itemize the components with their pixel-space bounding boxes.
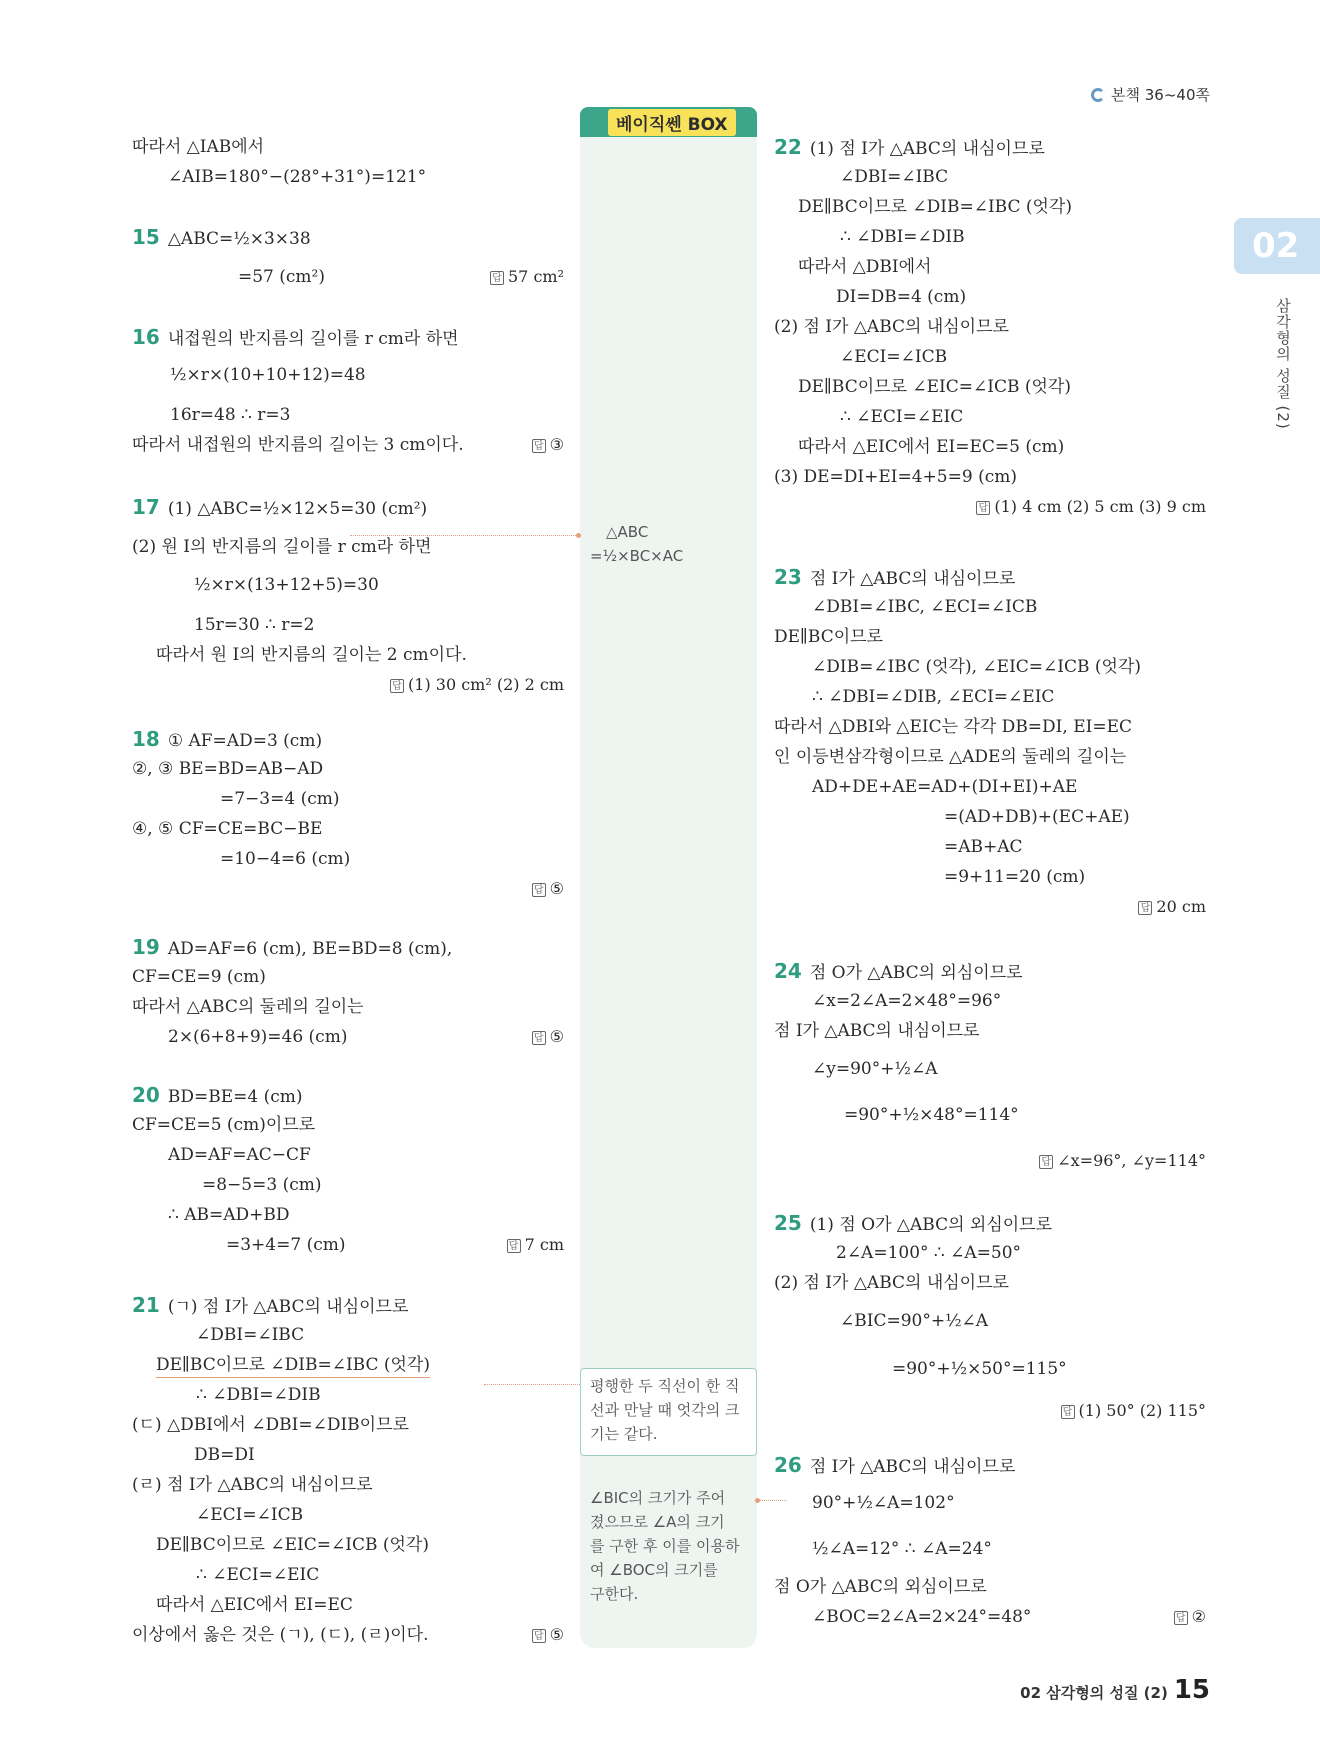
answer (532, 1026, 564, 1048)
footer-chapter-title: 02 삼각형의 성질 (2) (1020, 1684, 1168, 1702)
solution-line (774, 316, 1009, 338)
solution-line (798, 376, 1071, 398)
solution-line (220, 848, 350, 870)
solution-line (132, 758, 323, 780)
solution-line (132, 818, 322, 840)
solution-line (774, 1272, 1009, 1294)
solution-text: 2×(6+8+9)=46 (cm) (168, 1027, 348, 1047)
answer-icon: 답 (1138, 901, 1152, 915)
solution-line (840, 226, 965, 248)
solution-text: CF=CE=5 (cm)이므로 (132, 1115, 316, 1135)
solution-text: 2∠A=100° ∴ ∠A=50° (836, 1243, 1022, 1263)
answer-icon: 답 (1039, 1155, 1053, 1169)
answer-text: ⑤ (549, 1027, 564, 1046)
solution-text: 이상에서 옳은 것은 (ㄱ), (ㄷ), (ㄹ)이다. (132, 1625, 429, 1645)
answer (507, 1234, 564, 1256)
box-note-line: △ABC (606, 523, 649, 541)
basic-box-header (580, 107, 757, 137)
problem-number: 17 (132, 495, 160, 519)
solution-line (132, 1474, 373, 1496)
solution-text: ½×r×(10+10+12)=48 (170, 365, 366, 385)
problem-26-start (774, 1454, 1015, 1478)
problem-number: 20 (132, 1083, 160, 1107)
chapter-vertical-title: 삼각형의 성질 (2) (1274, 298, 1292, 430)
problem-number: 16 (132, 325, 160, 349)
solution-text: 따라서 △ABC의 둘레의 길이는 (132, 997, 364, 1017)
solution-text: ∠x=2∠A=2×48°=96° (812, 991, 1002, 1011)
answer-text: 7 cm (524, 1235, 564, 1254)
solution-text: ∴ ∠DBI=∠DIB, ∠ECI=∠EIC (812, 687, 1055, 707)
solution-text: ∴ ∠DBI=∠DIB (840, 227, 965, 247)
solution-text: =AB+AC (944, 837, 1023, 857)
solution-text: AD=AF=AC−CF (168, 1145, 311, 1165)
solution-text: =3+4=7 (cm) (226, 1235, 346, 1255)
problem-22-start (774, 136, 1045, 160)
solution-text: 점 I가 △ABC의 내심이므로 (774, 1021, 980, 1041)
answer (1061, 1400, 1206, 1422)
solution-text: ∠BOC=2∠A=2×24°=48° (812, 1607, 1032, 1627)
solution-line (168, 1204, 290, 1226)
solution-text: =10−4=6 (cm) (220, 849, 351, 869)
solution-text: ∠y=90°+½∠A (812, 1059, 938, 1079)
solution-line (132, 966, 266, 988)
solution-text: (ㄷ) △DBI에서 ∠DBI=∠DIB이므로 (132, 1415, 409, 1435)
solution-line (944, 806, 1130, 828)
solution-text: DE∥BC이므로 (774, 627, 883, 647)
solution-line (836, 1242, 1021, 1264)
solution-line (132, 536, 431, 558)
solution-text: 점 I가 △ABC의 내심이므로 (809, 1457, 1016, 1477)
solution-text: ∴ ∠ECI=∠EIC (840, 407, 964, 427)
problem-number: 26 (774, 1453, 802, 1477)
problem-16-start (132, 326, 459, 350)
solution-line (944, 866, 1085, 888)
answer-text: ② (1191, 1607, 1206, 1626)
solution-line (194, 574, 379, 596)
solution-text: ∠DBI=∠IBC (196, 1325, 305, 1345)
solution-text: 점 I가 △ABC의 내심이므로 (809, 569, 1016, 589)
solution-text: DE∥BC이므로 ∠DIB=∠IBC (엇각) (798, 197, 1072, 217)
solution-line (774, 716, 1132, 738)
box-note-line: 기는 같다. (590, 1425, 658, 1443)
answer (532, 1624, 564, 1646)
solution-text: ∴ AB=AD+BD (168, 1205, 290, 1225)
solution-line (132, 1414, 409, 1436)
answer (1174, 1606, 1206, 1628)
solution-text: (1) 점 I가 △ABC의 내심이므로 (809, 139, 1045, 159)
answer (532, 878, 564, 900)
solution-line (168, 1026, 347, 1048)
solution-line (798, 256, 931, 278)
solution-line (196, 1564, 319, 1586)
solution-text: 따라서 내접원의 반지름의 길이는 3 cm이다. (132, 435, 464, 455)
solution-text: (2) 점 I가 △ABC의 내심이므로 (774, 317, 1009, 337)
solution-line (238, 266, 325, 288)
answer-icon: 답 (532, 439, 546, 453)
answer-icon: 답 (1061, 1405, 1075, 1419)
solution-line (840, 166, 948, 188)
solution-text: BD=BE=4 (cm) (167, 1087, 303, 1107)
solution-text: 15r=30 ∴ r=2 (194, 615, 315, 635)
answer-text: 20 cm (1156, 897, 1206, 916)
solution-text: DE∥BC이므로 ∠EIC=∠ICB (엇각) (156, 1535, 429, 1555)
solution-text: △ABC=½×3×38 (167, 229, 311, 249)
solution-text: ½∠A=12° ∴ ∠A=24° (812, 1539, 992, 1559)
solution-text: 따라서 △DBI와 △EIC는 각각 DB=DI, EI=EC (774, 717, 1132, 737)
answer-text: ⑤ (549, 1625, 564, 1644)
problem-number: 19 (132, 935, 160, 959)
solution-line (170, 364, 366, 386)
solution-text: =57 (cm²) (238, 267, 326, 287)
solution-line (156, 644, 467, 666)
problem-number: 21 (132, 1293, 160, 1317)
solution-line (196, 1324, 304, 1346)
answer-icon: 답 (507, 1239, 521, 1253)
solution-text: ∠ECI=∠ICB (196, 1505, 304, 1525)
solution-line (844, 1104, 1019, 1126)
solution-line (840, 1310, 988, 1332)
box-note-line: =½×BC×AC (590, 547, 684, 565)
solution-text: ∠DBI=∠IBC, ∠ECI=∠ICB (812, 597, 1038, 617)
solution-line (812, 1538, 992, 1560)
solution-text: DB=DI (194, 1445, 255, 1465)
solution-line (774, 626, 883, 648)
leader-line (484, 1384, 580, 1385)
solution-text: ∠ECI=∠ICB (840, 347, 948, 367)
solution-line (168, 166, 426, 188)
solution-line (812, 656, 1141, 678)
box-note-line: 평행한 두 직선이 한 직 (590, 1377, 740, 1395)
solution-text: (2) 원 I의 반지름의 길이를 r cm라 하면 (132, 537, 432, 557)
problem-number: 23 (774, 565, 802, 589)
solution-text: 90°+½∠A=102° (812, 1493, 955, 1513)
answer (1138, 896, 1206, 918)
solution-line (156, 1534, 429, 1556)
problem-21-start (132, 1294, 408, 1318)
solution-line (812, 1606, 1031, 1628)
chapter-tab (1234, 218, 1320, 274)
answer-text: (1) 50° (2) 115° (1078, 1401, 1206, 1420)
solution-text: 따라서 △IAB에서 (132, 137, 265, 157)
solution-line (774, 746, 1126, 768)
solution-text: DI=DB=4 (cm) (836, 287, 967, 307)
answer-text: (1) 30 cm² (2) 2 cm (408, 675, 564, 694)
box-note-line: 여 ∠BOC의 크기를 (590, 1561, 718, 1579)
solution-line (226, 1234, 346, 1256)
problem-number: 25 (774, 1211, 802, 1235)
solution-text: ②, ③ BE=BD=AB−AD (132, 759, 324, 779)
problem-19-start (132, 936, 452, 960)
solution-text: ∴ ∠ECI=∠EIC (196, 1565, 320, 1585)
solution-text: =(AD+DB)+(EC+AE) (944, 807, 1130, 827)
solution-text: ④, ⑤ CF=CE=BC−BE (132, 819, 323, 839)
solution-text: (ㄹ) 점 I가 △ABC의 내심이므로 (132, 1475, 373, 1495)
leader-dot (576, 533, 581, 538)
solution-text: DE∥BC이므로 ∠EIC=∠ICB (엇각) (798, 377, 1071, 397)
solution-line (194, 614, 314, 636)
problem-24-start (774, 960, 1023, 984)
solution-line (196, 1504, 303, 1526)
solution-line (202, 1174, 322, 1196)
solution-text: 따라서 △EIC에서 EI=EC=5 (cm) (798, 437, 1065, 457)
solution-line (812, 596, 1037, 618)
solution-text: 점 O가 △ABC의 외심이므로 (774, 1577, 987, 1597)
solution-text: =7−3=4 (cm) (220, 789, 340, 809)
solution-text: ∴ ∠DBI=∠DIB (196, 1385, 321, 1405)
solution-line (812, 776, 1077, 798)
problem-18-start (132, 728, 322, 752)
solution-text: =90°+½×48°=114° (844, 1105, 1019, 1125)
solution-line (132, 1114, 315, 1136)
solution-text: 따라서 △DBI에서 (798, 257, 932, 277)
answer-text: 57 cm² (508, 267, 564, 286)
box-note-line: 선과 만날 때 엇각의 크 (590, 1401, 740, 1419)
problem-number: 18 (132, 727, 160, 751)
solution-line (220, 788, 340, 810)
solution-text: 16r=48 ∴ r=3 (170, 405, 291, 425)
solution-line (812, 686, 1054, 708)
answer (490, 266, 564, 288)
solution-line (798, 196, 1072, 218)
answer-icon: 답 (390, 679, 404, 693)
problem-number: 24 (774, 959, 802, 983)
solution-line (132, 1624, 429, 1646)
solution-text: ∠AIB=180°−(28°+31°)=121° (168, 167, 427, 187)
reference-icon (1091, 88, 1105, 102)
solution-line (774, 1020, 979, 1042)
solution-text: 내접원의 반지름의 길이를 r cm라 하면 (167, 329, 459, 349)
solution-text: (3) DE=DI+EI=4+5=9 (cm) (774, 467, 1017, 487)
solution-text: AD=AF=6 (cm), BE=BD=8 (cm), (167, 939, 453, 959)
problem-15-start (132, 226, 311, 250)
solution-line (156, 1354, 430, 1378)
solution-line (812, 1058, 937, 1080)
answer-icon: 답 (532, 1629, 546, 1643)
solution-text: ½×r×(13+12+5)=30 (194, 575, 379, 595)
leader-dot (755, 1498, 760, 1503)
solution-line (168, 1144, 311, 1166)
answer-icon: 답 (1174, 1611, 1188, 1625)
solution-line (196, 1384, 321, 1406)
answer-icon: 답 (532, 1031, 546, 1045)
basic-box-title: 베이직쎈 BOX (608, 109, 736, 136)
answer-text: ⑤ (549, 879, 564, 898)
solution-text: (1) △ABC=½×12×5=30 (cm²) (167, 499, 428, 519)
page-footer (1020, 1675, 1210, 1705)
answer-icon: 답 (532, 883, 546, 897)
solution-text: ∠DBI=∠IBC (840, 167, 949, 187)
solution-line (170, 404, 290, 426)
solution-line (132, 136, 264, 158)
book-page-reference (1091, 84, 1210, 105)
solution-line (132, 996, 364, 1018)
solution-line (836, 286, 966, 308)
problem-number: 22 (774, 135, 802, 159)
solution-line (132, 434, 464, 456)
solution-text: ∠BIC=90°+½∠A (840, 1311, 989, 1331)
solution-text: =8−5=3 (cm) (202, 1175, 322, 1195)
solution-text: 따라서 △EIC에서 EI=EC (156, 1595, 353, 1615)
answer (532, 434, 564, 456)
box-note-area-formula (580, 520, 757, 568)
solution-text: DE∥BC이므로 ∠DIB=∠IBC (엇각) (156, 1355, 430, 1375)
answer (1039, 1150, 1206, 1172)
box-note-line: ∠BIC의 크기가 주어 (590, 1489, 726, 1507)
solution-text: ∠DIB=∠IBC (엇각), ∠EIC=∠ICB (엇각) (812, 657, 1142, 677)
box-note-line: 를 구한 후 이를 이용하 (590, 1537, 740, 1555)
box-note-line: 졌으므로 ∠A의 크기 (590, 1513, 725, 1531)
solution-line (840, 346, 947, 368)
solution-text: 따라서 원 I의 반지름의 길이는 2 cm이다. (156, 645, 467, 665)
solution-text: (1) 점 O가 △ABC의 외심이므로 (809, 1215, 1053, 1235)
solution-line (812, 990, 1001, 1012)
box-note-bic-hint (580, 1486, 757, 1606)
answer (390, 674, 564, 696)
answer-icon: 답 (490, 271, 504, 285)
chapter-number: 02 (1252, 226, 1300, 266)
answer (976, 496, 1206, 518)
answer-text: ③ (549, 435, 564, 454)
problem-number: 15 (132, 225, 160, 249)
problem-17-start (132, 496, 427, 520)
problem-23-start (774, 566, 1015, 590)
solution-text: 점 O가 △ABC의 외심이므로 (809, 963, 1023, 983)
box-note-alternate-angles (580, 1374, 757, 1446)
solution-text: (ㄱ) 점 I가 △ABC의 내심이므로 (167, 1297, 409, 1317)
page-number: 15 (1173, 1675, 1210, 1705)
solution-text: =90°+½×50°=115° (892, 1359, 1067, 1379)
solution-text: =9+11=20 (cm) (944, 867, 1086, 887)
leader-line (757, 1500, 787, 1501)
problem-20-start (132, 1084, 302, 1108)
solution-line (798, 436, 1064, 458)
solution-text: ① AF=AD=3 (cm) (167, 731, 323, 751)
solution-text: 인 이등변삼각형이므로 △ADE의 둘레의 길이는 (774, 747, 1127, 767)
solution-line (892, 1358, 1067, 1380)
solution-line (840, 406, 963, 428)
solution-line (944, 836, 1023, 858)
problem-25-start (774, 1212, 1052, 1236)
solution-text: (2) 점 I가 △ABC의 내심이므로 (774, 1273, 1009, 1293)
solution-text: AD+DE+AE=AD+(DI+EI)+AE (812, 777, 1078, 797)
solution-line (774, 1576, 987, 1598)
solution-line (156, 1594, 353, 1616)
answer-text: (1) 4 cm (2) 5 cm (3) 9 cm (994, 497, 1206, 516)
box-note-line: 구한다. (590, 1585, 639, 1603)
solution-text: CF=CE=9 (cm) (132, 967, 266, 987)
solution-line (812, 1492, 955, 1514)
answer-icon: 답 (976, 501, 990, 515)
book-page-reference-text: 본책 36~40쪽 (1111, 86, 1210, 104)
solution-line (194, 1444, 255, 1466)
answer-text: ∠x=96°, ∠y=114° (1057, 1151, 1206, 1170)
solution-line (774, 466, 1017, 488)
